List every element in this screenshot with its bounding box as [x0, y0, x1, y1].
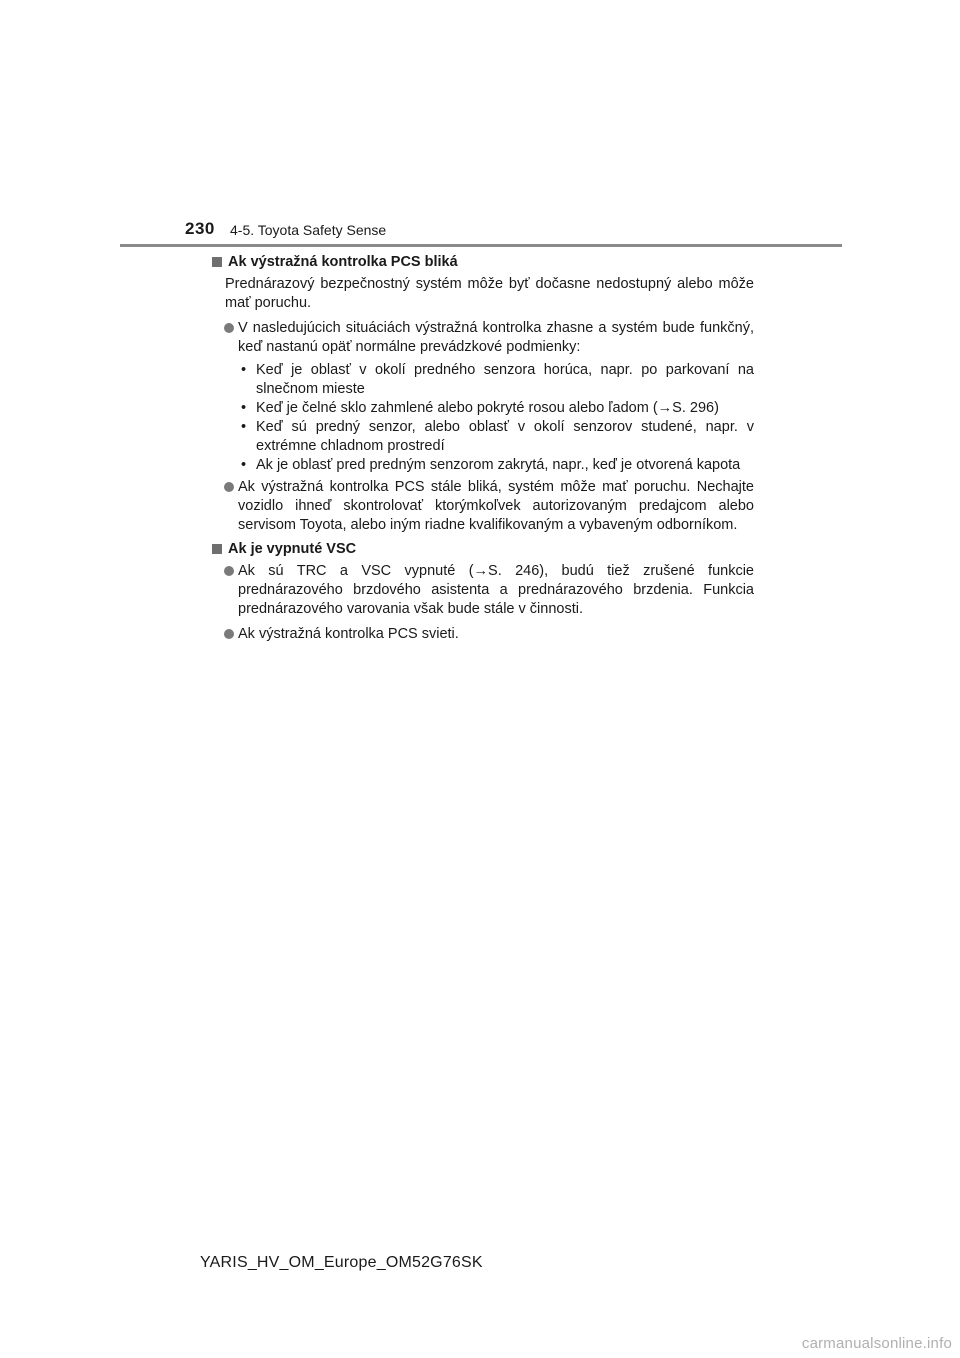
dot-bullet-icon: •: [241, 419, 247, 435]
watermark: carmanualsonline.info: [801, 1335, 952, 1352]
sub-list-item: [241, 456, 754, 475]
sub-list-item-text: Ak je oblasť pred predným senzorom zakrytá, napr., keď je otvorená kapota: [256, 457, 741, 473]
list-item: [222, 625, 754, 644]
square-bullet-icon: [212, 257, 222, 267]
section-intro: Prednárazový bezpečnostný systém môže byť dočasne nedostupný alebo môže mať poruchu.: [225, 276, 754, 311]
sub-list-item-text: Keď je oblasť v okolí predného senzora horúca, napr. po parkovaní na slnečnom mieste: [256, 362, 754, 397]
list-item-text: V nasledujúcich situáciách výstražná kontrolka zhasne a systém bude funkčný, keď nastanú opäť normálne prevádzkové podmienky:: [238, 320, 754, 355]
sub-list-item: [241, 361, 754, 399]
section-heading: [209, 253, 754, 272]
sub-list-item: [241, 418, 754, 456]
list-item-text: Ak výstražná kontrolka PCS svieti.: [238, 626, 459, 642]
header-rule: [120, 244, 842, 247]
sub-list-item: [241, 399, 754, 418]
section-title: 4-5. Toyota Safety Sense: [230, 222, 387, 238]
list-item: [222, 319, 754, 357]
circle-bullet-icon: [224, 482, 234, 492]
section-heading: [209, 540, 754, 559]
sub-list: [209, 361, 754, 475]
circle-bullet-icon: [224, 629, 234, 639]
list-item-text: Ak sú TRC a VSC vypnuté (→S. 246), budú tiež zrušené funkcie prednárazového brzdového asistenta a prednárazového brzdenia. Funkcia prednárazového varovania však bude stále v činnosti.: [238, 563, 754, 617]
list-item-text: Ak výstražná kontrolka PCS stále bliká, systém môže mať poruchu. Nechajte vozidlo ihneď skontrolovať ktorýmkoľvek autorizovaným predajcom alebo servisom Toyota, alebo iným riadne kvalifikovaným a vybaveným odborníkom.: [238, 479, 754, 533]
list-item: [222, 562, 754, 619]
list-item: [222, 478, 754, 535]
document-id: YARIS_HV_OM_Europe_OM52G76SK: [200, 1254, 483, 1271]
section-heading-text: Ak je vypnuté VSC: [228, 541, 357, 557]
sub-list-item-text: Keď je čelné sklo zahmlené alebo pokryté rosou alebo ľadom (→S. 296): [256, 400, 719, 416]
section-heading-text: Ak výstražná kontrolka PCS bliká: [228, 254, 458, 270]
dot-bullet-icon: •: [241, 362, 247, 378]
page-content: [209, 253, 754, 648]
sub-list-item-text: Keď sú predný senzor, alebo oblasť v okolí senzorov studené, napr. v extrémne chladnom prostredí: [256, 419, 754, 454]
square-bullet-icon: [212, 544, 222, 554]
circle-bullet-icon: [224, 323, 234, 333]
circle-bullet-icon: [224, 566, 234, 576]
dot-bullet-icon: •: [241, 457, 247, 473]
page-number: 230: [185, 219, 215, 238]
dot-bullet-icon: •: [241, 400, 247, 416]
